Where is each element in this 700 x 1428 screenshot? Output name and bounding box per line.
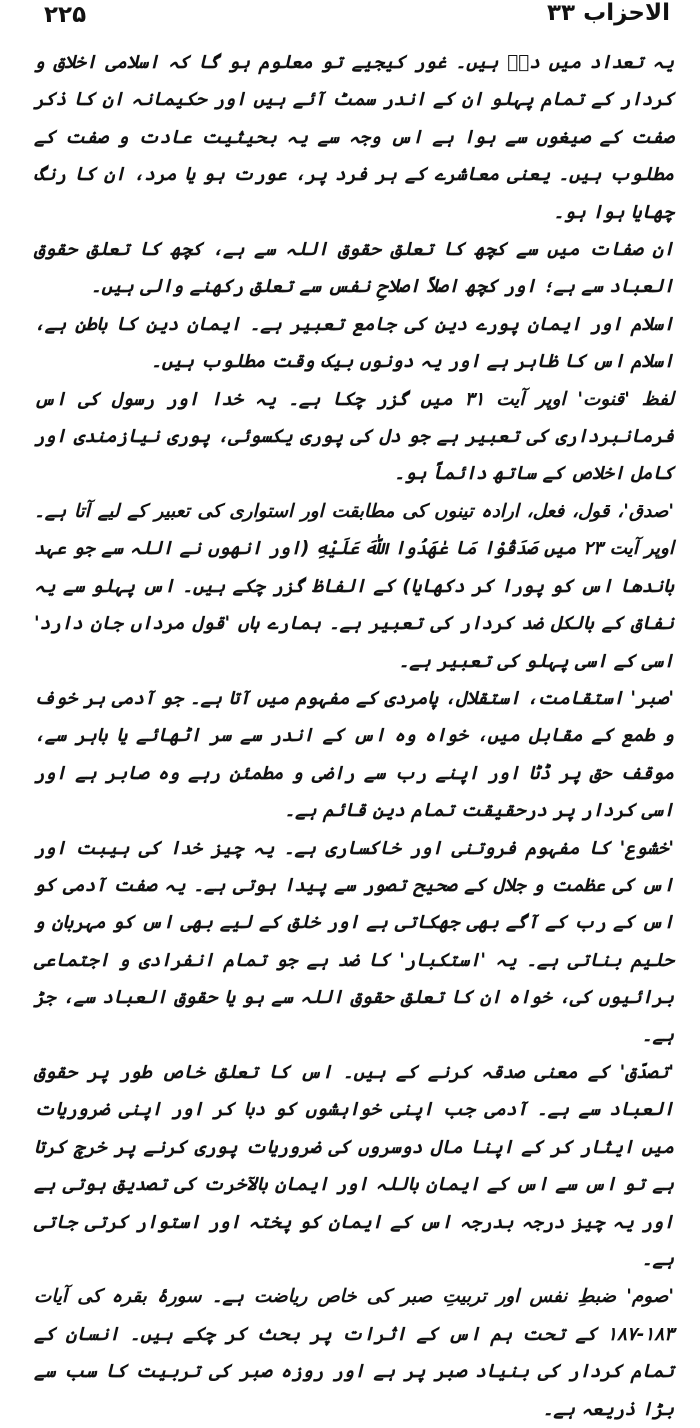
body-text (34, 44, 674, 1428)
paragraph-sawm: 'صوم' ضبطِ نفس اور تربیتِ صبر کی خاص ریاضت ہے۔ سورۂ بقرہ کی آیات ۱۸۳-۱۸۷ کے تحت ہم اس کے اثرات پر بحث کر چکے ہیں۔ انسان کے تمام کردار کی بنیاد صبر پر ہے اور روزہ صبر کی تربیت کا سب سے بڑا ذریعہ ہے۔ (34, 1286, 674, 1420)
paragraph-islam-iman: اسلام اور ایمان پورے دین کی جامع تعبیر ہے۔ ایمان دین کا باطن ہے، اسلام اس کا ظاہر ہے اور یہ دونوں بیک وقت مطلوب ہیں۔ (34, 313, 674, 373)
paragraph-tasadduq: 'تصدّق' کے معنی صدقہ کرنے کے ہیں۔ اس کا تعلق خاص طور پر حقوق العباد سے ہے۔ آدمی جب اپنی خواہشوں کو دبا کر اور اپنی ضروریات میں ایثار کر کے اپنا مال دوسروں کی ضروریات پوری کرنے پر خرچ کرتا ہے تو اس سے اس کے ایمان باللہ اور ایمان بالآخرت کی تصدیق ہوتی ہے اور یہ چیز درجہ بدرجہ اس کے ایمان کو پختہ اور استوار کرتی جاتی ہے۔ (34, 1061, 674, 1270)
paragraph-sidq: 'صدق'، قول، فعل، ارادہ تینوں کی مطابقت اور استواری کی تعبیر کے لیے آتا ہے۔ اوپر آیت ۲۳ میں صَدَقُوْا مَا عٰهَدُوا اللّٰهَ عَلَيْهِ (اور انھوں نے اللہ سے جو عہد باندھا اس کو پورا کر دکھایا) کے الفاظ گزر چکے ہیں۔ اس پہلو سے یہ نفاق کے بالکل ضد کردار کی تعبیر ہے۔ ہمارے ہاں 'قول مرداں جان دارد' اسی کے اسی پہلو کی تعبیر ہے۔ (34, 500, 674, 672)
surah-title: الاحزاب ۳۳ (547, 0, 670, 26)
paragraph-categories: ان صفات میں سے کچھ کا تعلق حقوق اللہ سے ہے، کچھ کا تعلق حقوق العباد سے ہے؛ اور کچھ اصلاً اصلاحِ نفس سے تعلق رکھنے والی ہیں۔ (34, 239, 674, 298)
paragraph-sabr: 'صبر' استقامت، استقلال، پامردی کے مفہوم میں آتا ہے۔ جو آدمی ہر خوف و طمع کے مقابل میں، خواہ وہ اس کے اندر سے سر اٹھائے یا باہر سے، موقف حق پر ڈٹا اور اپنے رب سے راضی و مطمئن رہے وہ صابر ہے اور اسی کردار پر درحقیقت تمام دین قائم ہے۔ (34, 687, 674, 822)
page-header (34, 0, 674, 40)
page-number: ۲۲۵ (44, 2, 87, 28)
paragraph-khushu: 'خشوع' کا مفہوم فروتنی اور خاکساری ہے۔ یہ چیز خدا کی ہیبت اور اس کی عظمت و جلال کے صحیح تصور سے پیدا ہوتی ہے۔ یہ صفت آدمی کو اس کے رب کے آگے بھی جھکاتی ہے اور خلق کے لیے بھی اس کو مہربان و حلیم بناتی ہے۔ یہ 'استکبار' کا ضد ہے جو تمام انفرادی و اجتماعی برائیوں کی، خواہ ان کا تعلق حقوق اللہ سے ہو یا حقوق العباد سے، جڑ ہے۔ (34, 837, 674, 1046)
paragraph-count-of-virtues: یہ تعداد میں دسؔ ہیں۔ غور کیجیے تو معلوم ہو گا کہ اسلامی اخلاق و کردار کے تمام پہلو ان کے اندر سمٹ آئے ہیں اور حکیمانہ ان کا ذکر صفت کے صیغوں سے ہوا ہے اس وجہ سے یہ بحیثیت عادت و صفت کے مطلوب ہیں۔ یعنی معاشرے کے ہر فرد پر، عورت ہو یا مرد، ان کا رنگ چھایا ہوا ہو۔ (34, 52, 674, 223)
paragraph-qunut: لفظ 'قنوت' اوپر آیت ۳۱ میں گزر چکا ہے۔ یہ خدا اور رسول کی اس فرمانبرداری کی تعبیر ہے جو دل کی پوری یکسوئی، پوری نیازمندی اور کامل اخلاص کے ساتھ دائماً ہو۔ (34, 388, 675, 485)
